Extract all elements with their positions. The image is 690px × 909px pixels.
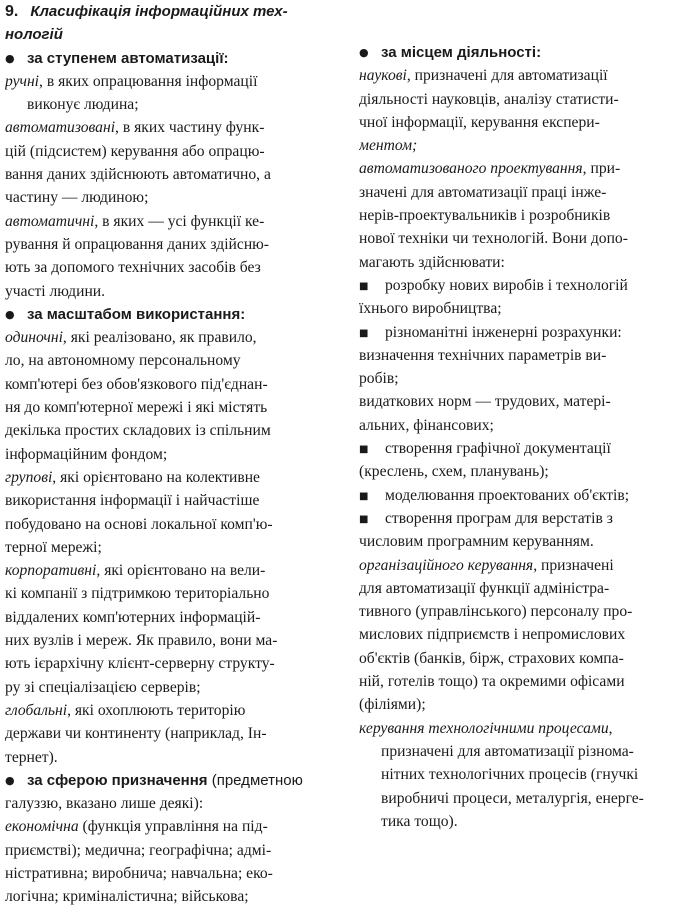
text-line: призначені для автоматизації різнома- — [381, 742, 634, 760]
square-bullet-icon: ■ — [359, 513, 369, 525]
bullet-icon: ● — [5, 307, 15, 321]
bullet-icon: ● — [5, 773, 15, 787]
sub-bullet: ■ моделювання проектованих об'єктів; — [359, 484, 686, 507]
text-line: економічна (функція управління на під- — [5, 818, 268, 836]
text-line: нерів-проектувальників і розробників — [359, 207, 611, 225]
square-bullet-icon: ■ — [359, 280, 369, 292]
text-line: тивного (управлінського) персоналу про- — [359, 603, 633, 621]
text-line: їхнього виробництва; — [359, 300, 502, 318]
square-bullet-icon: ■ — [359, 327, 369, 339]
text-line: мислових підприємств і непромислових — [359, 626, 626, 644]
text-line: чної інформації, керування експери- — [359, 113, 600, 131]
text-line: нової техніки чи технологій. Вони допо- — [359, 230, 628, 248]
text-line: віддалених комп'ютерних інформацій- — [5, 608, 261, 626]
text-line: автоматичні, в яких — усі функції ке- — [5, 212, 265, 230]
text-line: ру зі спеціалізацією серверів; — [5, 678, 201, 696]
text-line: робів; — [359, 370, 399, 388]
bullet-purpose: ● за сферою призначення (предметною — [5, 769, 338, 792]
text-line: організаційного керування, призначені — [359, 556, 614, 574]
text-line: (креслень, схем, планувань); — [359, 463, 549, 481]
text-line: автоматизованого проектування, при- — [359, 160, 621, 178]
text-line: групові, які орієнтовано на колективне — [5, 468, 260, 486]
text-line: ють ієрархічну клієнт-серверну структу- — [5, 655, 275, 673]
sub-bullet: ■ створення графічної документації — [359, 437, 686, 460]
sub-bullet: ■ різноманітні інженерні розрахунки: — [359, 321, 686, 344]
bullet-scale: ● за масштабом використання: — [5, 303, 338, 326]
text-line: використання інформації і найчастіше — [5, 492, 260, 510]
text-line: тернет). — [5, 748, 58, 766]
text-line: глобальні, які охоплюють територію — [5, 701, 246, 719]
text-line: тика тощо). — [381, 812, 458, 830]
text-line: виробничі процеси, металургія, енерге- — [381, 789, 644, 807]
text-line: нітних технологічних процесів (гнучкі — [381, 766, 639, 784]
text-line: комп'ютері без обов'язкового під'єднан- — [5, 375, 268, 393]
text-line: декілька простих складових із спільним — [5, 422, 271, 440]
text-line: логічна; криміналістична; військова; — [5, 888, 249, 906]
text-line: керування технологічними процесами, — [359, 719, 613, 737]
text-line: ють за допомого технічних засобів без — [5, 259, 261, 277]
text-line: ручні, в яких опрацювання інформації — [5, 72, 258, 90]
section-heading-cont: нологій — [5, 26, 63, 44]
text-line: ній, готелів тощо) та окремими офісами — [359, 673, 625, 691]
bullet-icon: ● — [5, 51, 15, 65]
text-line: цій (підсистем) керування або опрацю- — [5, 142, 265, 160]
text-line: участі людини. — [5, 282, 106, 300]
text-line: видаткових норм — трудових, матері- — [359, 393, 611, 411]
text-line: галуззю, вказано лише деякі): — [5, 795, 204, 813]
text-line: ментом; — [359, 137, 418, 155]
text-line: приємстві); медична; географічна; адмі- — [5, 841, 272, 859]
bullet-place: ● за місцем діяльності: — [359, 41, 686, 64]
sub-bullet: ■ створення програм для верстатів з — [359, 507, 686, 530]
text-line: об'єктів (банків, бірж, страхових компа- — [359, 649, 624, 667]
text-line: альних, фінансових; — [359, 416, 494, 434]
text-line: інформаційним фондом; — [5, 445, 168, 463]
text-line: терної мережі; — [5, 538, 102, 556]
square-bullet-icon: ■ — [359, 490, 369, 502]
text-line: (філіями); — [359, 696, 426, 714]
text-line: магають здійснювати: — [359, 253, 505, 271]
text-line: корпоративні, які орієнтовано на вели- — [5, 562, 266, 580]
text-line: одиночні, які реалізовано, як правило, — [5, 329, 257, 347]
bullet-automation: ● за ступенем автоматизації: — [5, 47, 338, 70]
text-line: числовим програмним керуванням. — [359, 533, 594, 551]
text-line: визначення технічних параметрів ви- — [359, 346, 607, 364]
text-line: частину — людиною; — [5, 189, 149, 207]
text-line: автоматизовані, в яких частину функ- — [5, 119, 265, 137]
square-bullet-icon: ■ — [359, 444, 369, 456]
section-number: 9. — [5, 3, 19, 20]
text-line: них вузлів і мереж. Як правило, вони ма- — [5, 632, 278, 650]
text-line: виконує людина; — [27, 96, 139, 114]
text-line: ністративна; виробнича; навчальна; еко- — [5, 864, 273, 882]
text-line: для автоматизації функції адміністра- — [359, 579, 610, 597]
text-line: вання даних здійснюють автоматично, а — [5, 166, 271, 184]
bullet-icon: ● — [359, 46, 369, 59]
text-line: побудовано на основі локальної комп'ю- — [5, 515, 273, 533]
sub-bullet: ■ розробку нових виробів і технологій — [359, 274, 686, 297]
text-line: ло, на автономному персональному — [5, 352, 241, 370]
text-line: держави чи континенту (наприклад, Ін- — [5, 725, 267, 743]
text-line: діяльності науковців, аналізу статисти- — [359, 90, 619, 108]
section-heading: 9. Класифікація інформаційних тех- — [5, 3, 288, 20]
left-column — [5, 0, 338, 909]
text-line: значені для автоматизації праці інже- — [359, 183, 607, 201]
text-line: рування й опрацювання даних здійсню- — [5, 235, 270, 253]
text-line: наукові, призначені для автоматизації — [359, 67, 608, 85]
text-line: ня до комп'ютерної мережі і які містять — [5, 399, 268, 417]
text-line: кі компанії з підтримкою територіально — [5, 585, 270, 603]
right-column — [359, 41, 686, 833]
